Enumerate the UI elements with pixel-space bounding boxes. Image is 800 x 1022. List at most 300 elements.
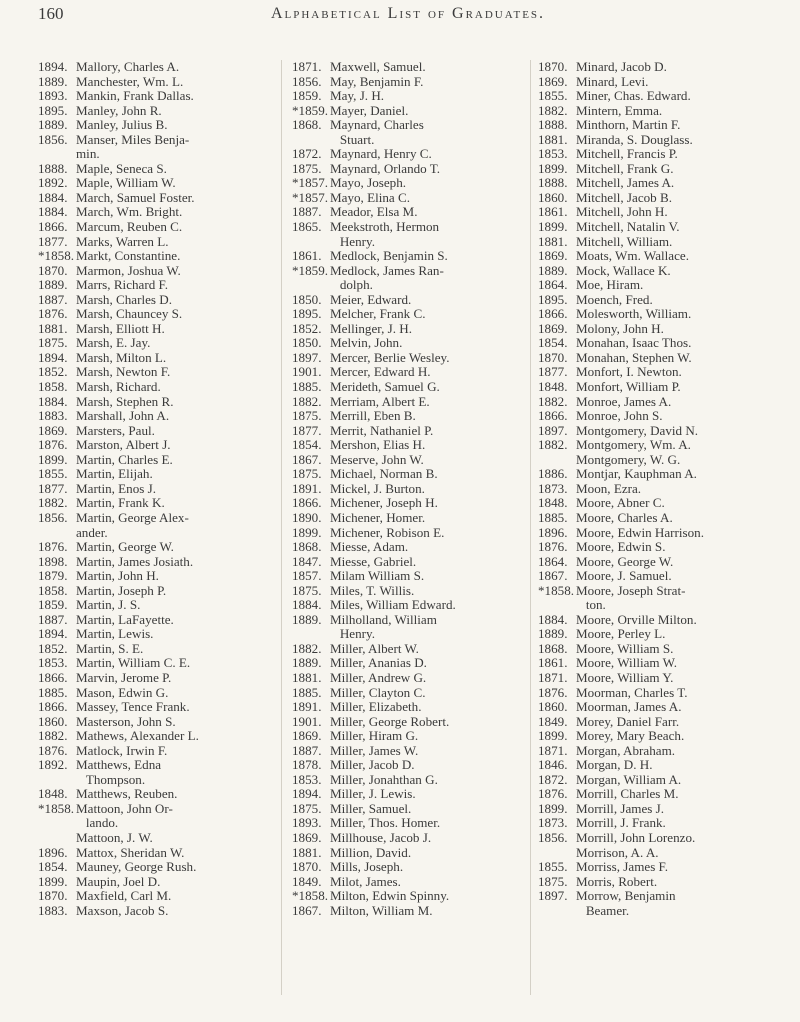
graduation-year: 1885.: [538, 509, 568, 525]
graduation-year: 1848.: [538, 495, 568, 511]
graduate-entry: [292, 220, 532, 235]
graduate-name: Henry.: [330, 626, 375, 642]
graduate-name: Millhouse, Jacob J.: [330, 829, 432, 845]
graduate-name: Maynard, Orlando T.: [330, 160, 441, 176]
graduation-year: 1891.: [292, 480, 322, 496]
graduate-name: Marmon, Joshua W.: [76, 262, 181, 278]
graduate-entry: [292, 715, 532, 730]
graduate-entry: [292, 584, 532, 599]
graduate-entry: [292, 744, 532, 759]
graduation-year: 1869.: [538, 248, 568, 264]
graduation-year: 1864.: [538, 277, 568, 293]
graduation-year: 1899.: [538, 219, 568, 235]
graduate-name: Miesse, Gabriel.: [330, 553, 417, 569]
graduation-year: *1858.: [292, 888, 329, 904]
graduate-name: Marsh, Milton L.: [76, 349, 167, 365]
graduate-name: Maxwell, Samuel.: [330, 59, 426, 74]
graduation-year: 1881.: [292, 844, 322, 860]
graduate-entry: [38, 904, 278, 919]
graduate-entry: [538, 264, 778, 279]
graduate-entry: [538, 569, 778, 584]
graduate-name: lando.: [76, 815, 119, 831]
graduate-entry: [292, 846, 532, 861]
column-3: [538, 60, 778, 918]
graduation-year: 1895.: [38, 102, 68, 118]
graduate-entry: [292, 438, 532, 453]
graduation-year: 1847.: [292, 553, 322, 569]
graduate-entry: [292, 409, 532, 424]
graduate-name: Miles, William Edward.: [330, 597, 456, 613]
graduate-entry: [292, 133, 532, 148]
graduation-year: 1866.: [38, 219, 68, 235]
graduation-year: 1897.: [538, 422, 568, 438]
graduate-entry: [38, 598, 278, 613]
graduation-year: *1858.: [38, 800, 75, 816]
graduation-year: 1868.: [292, 539, 322, 555]
graduate-name: Miller, Jonahthan G.: [330, 771, 438, 787]
graduate-name: Monfort, I. Newton.: [576, 364, 682, 380]
graduation-year: 1875.: [292, 582, 322, 598]
graduate-name: Marrs, Richard F.: [76, 277, 169, 293]
graduation-year: 1881.: [292, 669, 322, 685]
page-title: Alphabetical List of Graduates.: [270, 5, 546, 22]
graduate-entry: [38, 380, 278, 395]
graduate-entry: [38, 656, 278, 671]
graduate-name: Michael, Norman B.: [330, 466, 438, 482]
graduation-year: 1848.: [538, 379, 568, 395]
graduate-name: Morrill, J. Frank.: [576, 815, 666, 831]
graduation-year: [38, 831, 76, 846]
graduate-entry: [38, 831, 278, 846]
graduation-year: 1875.: [292, 160, 322, 176]
graduation-year: 1885.: [38, 684, 68, 700]
graduate-name: Montgomery, W. G.: [576, 451, 681, 467]
graduate-name: Mitchell, John H.: [576, 204, 668, 220]
graduate-entry: [38, 453, 278, 468]
graduate-entry: [38, 162, 278, 177]
graduation-year: *1858.: [538, 582, 575, 598]
graduate-entry: [292, 424, 532, 439]
graduation-year: 1889.: [38, 73, 68, 89]
graduation-year: 1871.: [538, 669, 568, 685]
graduate-name: Moore, Edwin S.: [576, 539, 666, 555]
graduate-entry: [38, 409, 278, 424]
graduate-entry: [538, 365, 778, 380]
graduate-name: Manser, Miles Benja-: [76, 131, 190, 147]
graduate-entry: [38, 584, 278, 599]
graduate-name: Mitchell, James A.: [576, 175, 675, 191]
graduate-entry: [538, 249, 778, 264]
graduate-entry: [38, 860, 278, 875]
graduate-entry: [538, 642, 778, 657]
graduation-year: 1872.: [292, 146, 322, 162]
graduation-year: 1899.: [292, 524, 322, 540]
graduate-entry: [38, 235, 278, 250]
graduation-year: 1846.: [538, 757, 568, 773]
graduate-entry: [38, 482, 278, 497]
graduate-name: Moore, Abner C.: [576, 495, 665, 511]
graduate-entry: [538, 875, 778, 890]
graduation-year: 1864.: [538, 553, 568, 569]
graduate-entry: [38, 220, 278, 235]
graduate-name: May, Benjamin F.: [330, 73, 424, 89]
graduate-name: Mitchell, Frank G.: [576, 160, 674, 176]
graduate-name: Michener, Joseph H.: [330, 495, 438, 511]
graduate-name: Maynard, Henry C.: [330, 146, 432, 162]
graduate-name: Miller, James W.: [330, 742, 419, 758]
graduate-name: Marsh, E. Jay.: [76, 335, 151, 351]
graduate-name: Mills, Joseph.: [330, 859, 404, 875]
graduate-name: Moore, William Y.: [576, 669, 674, 685]
graduate-name: Marsh, Charles D.: [76, 291, 173, 307]
graduation-year: 1858.: [38, 379, 68, 395]
graduate-entry: [292, 904, 532, 919]
graduate-entry: [292, 264, 532, 279]
graduate-entry: [38, 526, 278, 541]
graduate-entry: [538, 380, 778, 395]
graduate-entry: [292, 482, 532, 497]
graduate-name: Manchester, Wm. L.: [76, 73, 184, 89]
graduate-entry: [538, 205, 778, 220]
graduate-entry: [38, 293, 278, 308]
graduate-entry: [38, 715, 278, 730]
graduate-entry: [538, 409, 778, 424]
graduate-entry: [538, 540, 778, 555]
graduate-name: Masterson, John S.: [76, 713, 176, 729]
graduate-name: Marcum, Reuben C.: [76, 219, 183, 235]
graduate-name: Thompson.: [76, 771, 146, 787]
graduation-year: 1853.: [538, 146, 568, 162]
graduate-entry: [538, 526, 778, 541]
graduation-year: 1892.: [38, 175, 68, 191]
graduation-year: 1855.: [538, 88, 568, 104]
graduate-name: Marsh, Chauncey S.: [76, 306, 183, 322]
graduation-year: 1876.: [538, 539, 568, 555]
graduation-year: 1893.: [38, 88, 68, 104]
graduate-entry: [292, 642, 532, 657]
graduation-year: 1853.: [38, 655, 68, 671]
column-1: [38, 60, 278, 918]
graduation-year: 1852.: [38, 364, 68, 380]
graduation-year: 1888.: [38, 160, 68, 176]
graduation-year: 1869.: [292, 728, 322, 744]
graduate-name: Million, David.: [330, 844, 412, 860]
graduation-year: 1858.: [38, 582, 68, 598]
graduate-name: Miranda, S. Douglass.: [576, 131, 693, 147]
graduate-name: Morrison, A. A.: [576, 844, 659, 860]
graduate-entry: [292, 453, 532, 468]
graduate-entry: [292, 89, 532, 104]
graduate-name: Meier, Edward.: [330, 291, 412, 307]
graduate-entry: [292, 278, 532, 293]
graduate-name: Moore, Edwin Harrison.: [576, 524, 705, 540]
graduate-name: Milam William S.: [330, 568, 425, 584]
graduate-name: min.: [76, 146, 100, 162]
graduate-name: Miller, Thos. Homer.: [330, 815, 441, 831]
graduate-entry: [292, 613, 532, 628]
graduate-entry: [538, 395, 778, 410]
graduation-year: 1890.: [292, 509, 322, 525]
graduate-name: Minthorn, Martin F.: [576, 117, 681, 133]
graduate-name: Milton, William M.: [330, 902, 433, 918]
graduation-year: 1855.: [38, 466, 68, 482]
graduate-name: Meador, Elsa M.: [330, 204, 418, 220]
graduation-year: 1899.: [538, 800, 568, 816]
graduate-entry: [38, 700, 278, 715]
graduate-entry: [538, 424, 778, 439]
graduation-year: 1894.: [38, 626, 68, 642]
graduate-entry: [38, 555, 278, 570]
graduate-name: ton.: [576, 597, 606, 613]
graduate-name: Morrill, John Lorenzo.: [576, 829, 696, 845]
graduation-year: 1889.: [538, 626, 568, 642]
graduate-entry: [38, 322, 278, 337]
graduate-name: Miller, Samuel.: [330, 800, 412, 816]
graduate-name: Maxfield, Carl M.: [76, 888, 172, 904]
graduate-name: Martin, LaFayette.: [76, 611, 174, 627]
graduate-name: Martin, Frank K.: [76, 495, 165, 511]
graduate-name: Morrow, Benjamin: [576, 888, 676, 904]
graduate-name: Matthews, Edna: [76, 757, 162, 773]
graduation-year: 1869.: [538, 73, 568, 89]
graduate-name: May, J. H.: [330, 88, 385, 104]
graduate-entry: [292, 831, 532, 846]
graduation-year: [38, 526, 76, 541]
graduate-name: Moore, William S.: [576, 640, 674, 656]
graduate-name: Martin, George W.: [76, 539, 174, 555]
graduation-year: 1866.: [38, 669, 68, 685]
graduate-name: Mankin, Frank Dallas.: [76, 88, 194, 104]
graduate-name: Merrit, Nathaniel P.: [330, 422, 434, 438]
graduate-name: Monahan, Isaac Thos.: [576, 335, 692, 351]
graduate-entry: [538, 831, 778, 846]
graduation-year: 1901.: [292, 713, 322, 729]
graduate-name: Miller, Albert W.: [330, 640, 419, 656]
graduate-name: Stuart.: [330, 131, 375, 147]
graduate-name: Maple, Seneca S.: [76, 160, 167, 176]
graduation-year: 1869.: [538, 320, 568, 336]
graduate-entry: [292, 598, 532, 613]
graduate-entry: [38, 60, 278, 75]
graduation-year: 1870.: [538, 349, 568, 365]
graduate-name: Michener, Robison E.: [330, 524, 445, 540]
page-number: 160: [38, 4, 64, 23]
graduate-name: Morrill, James J.: [576, 800, 665, 816]
graduation-year: 1878.: [292, 757, 322, 773]
graduation-year: 1883.: [38, 902, 68, 918]
graduate-name: Marsh, Newton F.: [76, 364, 171, 380]
graduate-entry: [38, 278, 278, 293]
graduate-name: Mayo, Joseph.: [330, 175, 407, 191]
graduate-name: Montgomery, Wm. A.: [576, 437, 691, 453]
graduate-entry: [38, 336, 278, 351]
graduation-year: 1887.: [38, 291, 68, 307]
graduate-name: Mitchell, Natalin V.: [576, 219, 680, 235]
graduation-year: 1901.: [292, 364, 322, 380]
graduate-entry: [538, 147, 778, 162]
graduation-year: 1854.: [38, 859, 68, 875]
graduate-name: Moon, Ezra.: [576, 480, 642, 496]
graduate-name: Minard, Jacob D.: [576, 59, 667, 74]
graduate-name: Marston, Albert J.: [76, 437, 171, 453]
graduation-year: 1876.: [38, 306, 68, 322]
graduation-year: *1857.: [292, 189, 329, 205]
graduation-year: 1854.: [538, 335, 568, 351]
graduation-year: 1854.: [292, 437, 322, 453]
graduate-entry: [38, 511, 278, 526]
graduate-entry: [292, 802, 532, 817]
graduation-year: 1899.: [538, 728, 568, 744]
graduate-entry: [38, 671, 278, 686]
graduate-name: Moats, Wm. Wallace.: [576, 248, 690, 264]
graduate-entry: [538, 482, 778, 497]
graduation-year: *1859.: [292, 102, 329, 118]
graduate-entry: [292, 336, 532, 351]
graduation-year: 1861.: [538, 204, 568, 220]
graduate-entry: [538, 89, 778, 104]
column-2: [292, 60, 532, 918]
graduate-entry: [538, 904, 778, 919]
graduate-entry: [292, 104, 532, 119]
graduation-year: 1884.: [38, 189, 68, 205]
graduate-entry: [538, 75, 778, 90]
graduate-entry: [292, 235, 532, 250]
graduation-year: 1881.: [538, 233, 568, 249]
graduate-entry: [538, 802, 778, 817]
graduate-name: Miller, Elizabeth.: [330, 699, 422, 715]
graduate-entry: [292, 729, 532, 744]
graduation-year: 1885.: [292, 379, 322, 395]
graduate-name: Miller, Hiram G.: [330, 728, 419, 744]
graduate-name: Mitchell, Francis P.: [576, 146, 678, 162]
graduate-name: Miller, George Robert.: [330, 713, 450, 729]
graduation-year: 1866.: [538, 306, 568, 322]
graduation-year: 1877.: [292, 422, 322, 438]
graduate-name: Mintern, Emma.: [576, 102, 663, 118]
graduate-entry: [292, 351, 532, 366]
graduate-name: Mershon, Elias H.: [330, 437, 426, 453]
graduation-year: 1870.: [538, 59, 568, 74]
graduate-name: Moench, Fred.: [576, 291, 653, 307]
graduate-name: Marshall, John A.: [76, 408, 170, 424]
graduation-year: 1870.: [38, 888, 68, 904]
graduate-name: Martin, John H.: [76, 568, 159, 584]
graduate-entry: [38, 191, 278, 206]
graduation-year: 1884.: [38, 204, 68, 220]
graduate-entry: [38, 249, 278, 264]
graduate-entry: [292, 176, 532, 191]
graduate-entry: [38, 205, 278, 220]
graduate-name: Morriss, James F.: [576, 859, 669, 875]
graduation-year: 1876.: [538, 786, 568, 802]
graduation-year: 1899.: [38, 451, 68, 467]
graduate-entry: [538, 307, 778, 322]
graduate-name: Martin, S. E.: [76, 640, 144, 656]
graduation-year: 1855.: [538, 859, 568, 875]
graduation-year: 1860.: [538, 189, 568, 205]
graduate-entry: [538, 787, 778, 802]
graduate-entry: [292, 467, 532, 482]
graduate-entry: [538, 744, 778, 759]
graduate-entry: [292, 380, 532, 395]
graduate-name: dolph.: [330, 277, 373, 293]
graduate-name: Mellinger, J. H.: [330, 320, 413, 336]
graduate-entry: [38, 104, 278, 119]
graduate-entry: [538, 729, 778, 744]
graduation-year: 1869.: [292, 829, 322, 845]
graduate-entry: [292, 875, 532, 890]
graduation-year: [292, 278, 330, 293]
graduate-entry: [38, 569, 278, 584]
graduation-year: [538, 904, 576, 919]
graduate-entry: [38, 889, 278, 904]
graduate-name: Maynard, Charles: [330, 117, 424, 133]
graduate-name: Markt, Constantine.: [76, 248, 181, 264]
graduation-year: 1889.: [38, 277, 68, 293]
graduate-entry: [538, 860, 778, 875]
graduation-year: 1876.: [538, 684, 568, 700]
graduate-name: Moore, Charles A.: [576, 509, 673, 525]
graduation-year: [292, 235, 330, 250]
graduate-name: Marsh, Richard.: [76, 379, 161, 395]
graduation-year: [538, 598, 576, 613]
graduate-entry: [38, 686, 278, 701]
graduate-name: March, Samuel Foster.: [76, 189, 195, 205]
graduate-entry: [538, 133, 778, 148]
graduation-year: [538, 453, 576, 468]
graduate-name: Matthews, Reuben.: [76, 786, 178, 802]
graduation-year: 1848.: [38, 786, 68, 802]
graduate-entry: [292, 496, 532, 511]
graduate-entry: [292, 671, 532, 686]
graduate-name: Marsters, Paul.: [76, 422, 155, 438]
graduate-entry: [538, 846, 778, 861]
graduate-entry: [292, 773, 532, 788]
graduate-entry: [38, 395, 278, 410]
graduate-name: Minard, Levi.: [576, 73, 649, 89]
graduate-entry: [538, 176, 778, 191]
graduate-name: Martin, Enos J.: [76, 480, 157, 496]
graduate-entry: [538, 686, 778, 701]
graduation-year: *1859.: [292, 262, 329, 278]
graduation-year: 1853.: [292, 771, 322, 787]
graduation-year: 1856.: [292, 73, 322, 89]
graduate-name: Martin, George Alex-: [76, 509, 189, 525]
graduate-name: Martin, Lewis.: [76, 626, 154, 642]
graduate-entry: [38, 846, 278, 861]
graduation-year: [38, 147, 76, 162]
column-divider: [530, 60, 531, 995]
graduate-name: Moorman, Charles T.: [576, 684, 688, 700]
graduate-name: Milton, Edwin Spinny.: [330, 888, 450, 904]
graduate-entry: [538, 613, 778, 628]
graduate-name: Monroe, James A.: [576, 393, 672, 409]
graduation-year: 1852.: [292, 320, 322, 336]
graduate-entry: [292, 249, 532, 264]
graduate-entry: [538, 118, 778, 133]
graduation-year: 1887.: [38, 611, 68, 627]
graduate-entry: [538, 278, 778, 293]
column-divider: [281, 60, 282, 995]
graduation-year: 1877.: [538, 364, 568, 380]
graduation-year: 1859.: [292, 88, 322, 104]
graduation-year: 1884.: [38, 393, 68, 409]
graduate-name: Moore, Perley L.: [576, 626, 666, 642]
graduation-year: 1850.: [292, 291, 322, 307]
graduation-year: 1873.: [538, 815, 568, 831]
graduate-entry: [38, 816, 278, 831]
graduation-year: 1887.: [292, 204, 322, 220]
